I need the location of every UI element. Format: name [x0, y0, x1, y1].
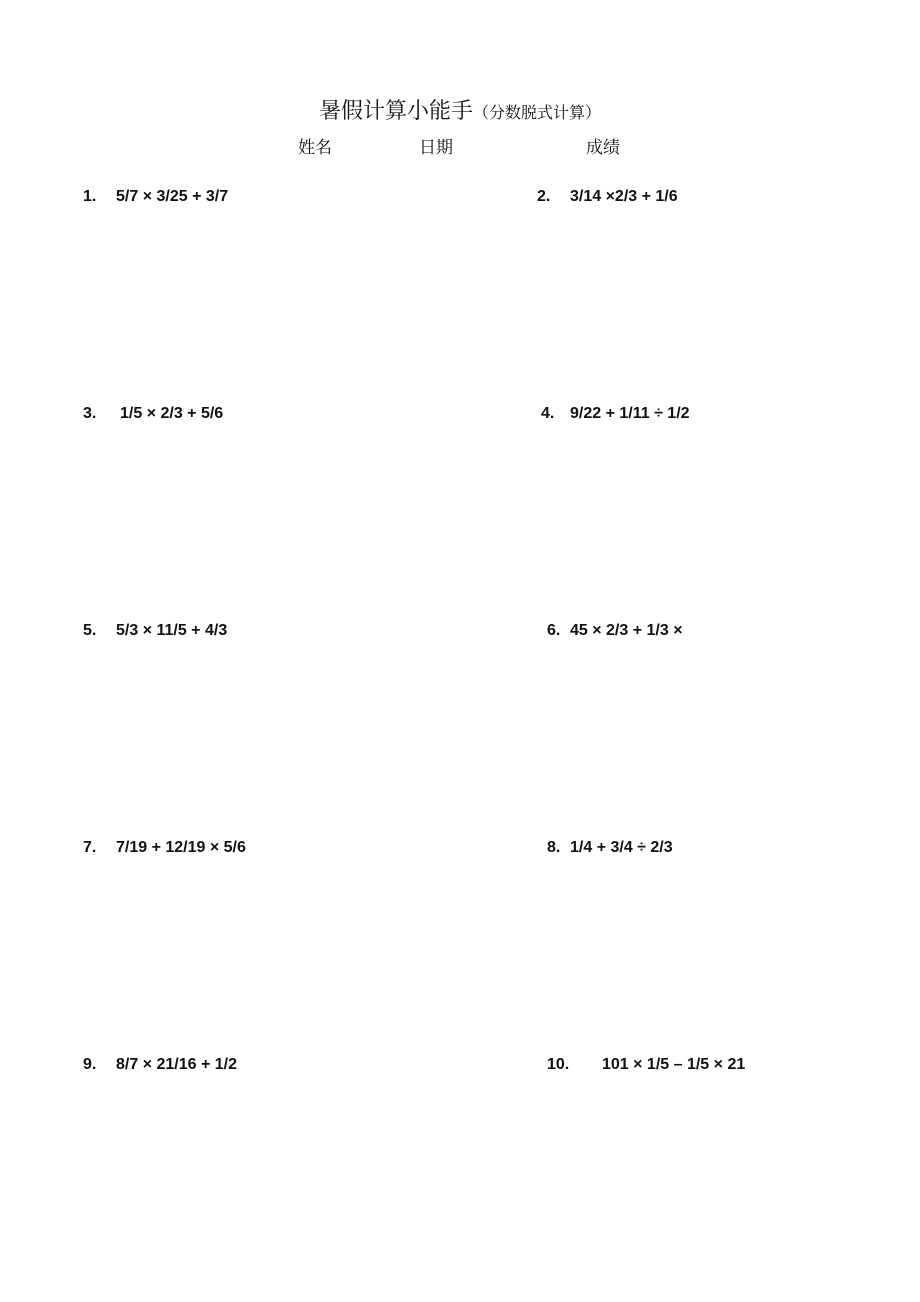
problem-number: 6. — [547, 622, 561, 639]
problem-expression: 1/4 + 3/4 ÷ 2/3 — [570, 839, 673, 856]
problem-number: 8. — [547, 839, 561, 856]
problem-expression: 7/19 + 12/19 × 5/6 — [116, 839, 246, 856]
problem-expression: 5/3 × 11/5 + 4/3 — [116, 622, 228, 639]
problem-expression: 1/5 × 2/3 + 5/6 — [120, 405, 224, 422]
title-main: 暑假计算小能手 — [318, 99, 473, 124]
title-subtitle: （分数脱式计算） — [473, 103, 602, 122]
problem-expression: 5/7 × 3/25 + 3/7 — [116, 188, 229, 205]
problem-expression: 45 × 2/3 + 1/3 × — [570, 622, 683, 639]
problem-expression: 9/22 + 1/11 ÷ 1/2 — [570, 405, 690, 422]
problem-expression: 8/7 × 21/16 + 1/2 — [116, 1056, 237, 1073]
problem-number: 5. — [83, 622, 97, 639]
worksheet-title — [0, 96, 920, 129]
problem-number: 1. — [83, 188, 97, 205]
problem-number: 2. — [537, 188, 551, 205]
problem-number: 9. — [83, 1056, 97, 1073]
problem-expression: 101 × 1/5 – 1/5 × 21 — [602, 1056, 746, 1073]
problem-number: 7. — [83, 839, 97, 856]
name-label: 姓名 — [298, 138, 332, 158]
problem-expression: 3/14 ×2/3 + 1/6 — [570, 188, 678, 205]
problem-number: 10. — [547, 1056, 570, 1073]
date-label: 日期 — [419, 138, 453, 158]
problem-number: 3. — [83, 405, 97, 422]
problem-number: 4. — [541, 405, 555, 422]
score-label: 成绩 — [586, 138, 620, 158]
